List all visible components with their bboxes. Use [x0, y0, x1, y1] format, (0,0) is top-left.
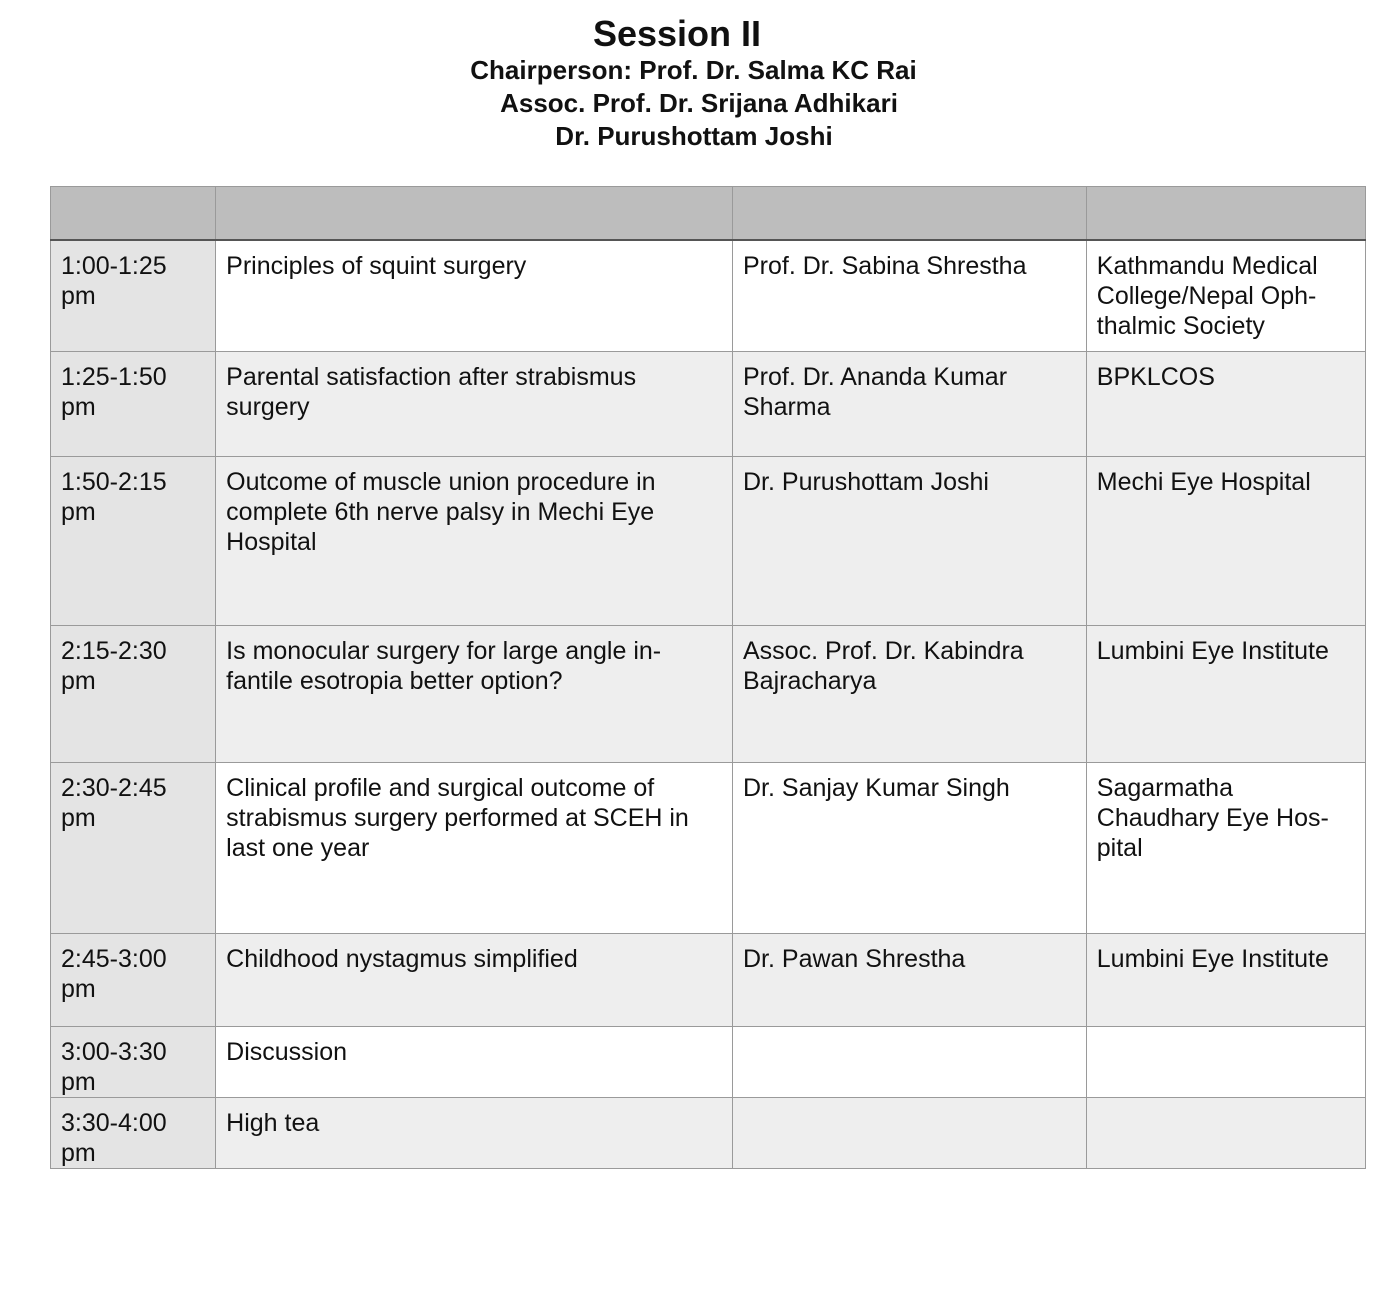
time-cell: 1:50-2:15 pm [51, 456, 216, 625]
institution-cell: Mechi Eye Hospital [1086, 456, 1365, 625]
institution-cell: Lumbini Eye Institute [1086, 933, 1365, 1026]
institution-cell: Lumbini Eye Institute [1086, 625, 1365, 762]
time-cell: 1:25-1:50 pm [51, 351, 216, 456]
speaker-cell: Dr. Pawan Shrestha [733, 933, 1087, 1026]
chairperson-line-1: Chairperson: Prof. Dr. Salma KC Rai [470, 55, 917, 85]
topic-cell: Outcome of muscle union procedure in complete 6th nerve palsy in Mechi Eye Hospital [216, 456, 733, 625]
table-body [51, 240, 1366, 1168]
speaker-cell: Assoc. Prof. Dr. Kabindra Bajracharya [733, 625, 1087, 762]
schedule-table [50, 186, 1366, 1169]
institution-cell [1086, 1097, 1365, 1168]
speaker-cell: Dr. Purushottam Joshi [733, 456, 1087, 625]
topic-cell: Childhood nystagmus simplified [216, 933, 733, 1026]
topic-cell: Is monocular surgery for large angle in-fantile esotropia better option? [216, 625, 733, 762]
time-cell: 3:30-4:00 pm [51, 1097, 216, 1168]
speaker-cell [733, 1026, 1087, 1097]
time-cell: 2:30-2:45 pm [51, 762, 216, 933]
table-row [51, 762, 1366, 933]
institution-cell [1086, 1026, 1365, 1097]
topic-cell: Parental satisfaction after strabismus surgery [216, 351, 733, 456]
table-row [51, 1026, 1366, 1097]
speaker-cell: Prof. Dr. Sabina Shrestha [733, 240, 1087, 351]
speaker-cell [733, 1097, 1087, 1168]
table-row [51, 933, 1366, 1026]
table-row [51, 240, 1366, 351]
topic-cell: Clinical profile and surgical outcome of strabismus surgery performed at SCEH in last one year [216, 762, 733, 933]
topic-cell: Principles of squint surgery [216, 240, 733, 351]
header-cell-institution [1086, 187, 1365, 241]
topic-cell: Discussion [216, 1026, 733, 1097]
table-row [51, 625, 1366, 762]
time-cell: 2:45-3:00 pm [51, 933, 216, 1026]
session-header [0, 14, 1390, 153]
institution-cell: Kathmandu Medical College/Nepal Oph-thalmic Society [1086, 240, 1365, 351]
session-title: Session II [592, 13, 762, 54]
speaker-cell: Dr. Sanjay Kumar Singh [733, 762, 1087, 933]
header-cell-topic [216, 187, 733, 241]
table-row [51, 1097, 1366, 1168]
institution-cell: Sagarmatha Chaudhary Eye Hos-pital [1086, 762, 1365, 933]
table-row [51, 351, 1366, 456]
speaker-cell: Prof. Dr. Ananda Kumar Sharma [733, 351, 1087, 456]
time-cell: 1:00-1:25 pm [51, 240, 216, 351]
chairperson-line-2: Assoc. Prof. Dr. Srijana Adhikari [500, 88, 898, 118]
time-cell: 3:00-3:30 pm [51, 1026, 216, 1097]
table-row [51, 456, 1366, 625]
institution-cell: BPKLCOS [1086, 351, 1365, 456]
header-cell-speaker [733, 187, 1087, 241]
chairperson-line-3: Dr. Purushottam Joshi [555, 121, 833, 151]
topic-cell: High tea [216, 1097, 733, 1168]
header-cell-time [51, 187, 216, 241]
table-header [51, 187, 1366, 241]
header-row [51, 187, 1366, 241]
time-cell: 2:15-2:30 pm [51, 625, 216, 762]
